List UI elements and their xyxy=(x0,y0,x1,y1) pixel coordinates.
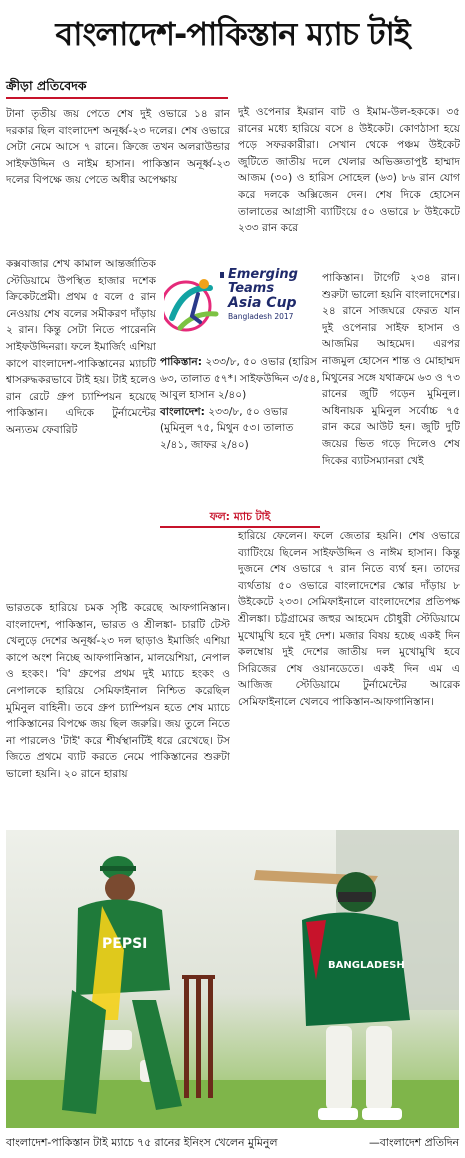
scorecard-team-name: পাকিস্তান: xyxy=(160,356,202,368)
tournament-logo xyxy=(160,258,322,350)
byline-divider xyxy=(6,97,228,99)
match-photo-illustration xyxy=(6,830,459,1128)
scorecard-pakistan xyxy=(160,354,320,404)
match-result: ফল: ম্যাচ টাই xyxy=(209,510,271,523)
scorecard-team-name: বাংলাদেশ: xyxy=(160,405,205,418)
result-divider xyxy=(160,526,320,528)
article-paragraph: টানা তৃতীয় জয় পেতে শেষ দুই ওভারে ১৪ রান দরকার ছিল বাংলাদেশ অনূর্ধ্ব-২৩ দলের। শেষ ওভারে সেটা নেমে আসে ৭ রানে। ক্রিজে তখন অলরাউন্ডার সাইফউদ্দিন ও নাইম হাসান। পাকিস্তান অনূর্ধ্ব-২৩ দলের বিপক্ষে জয় পেতে অধীর অপেক্ষায় xyxy=(6,108,230,187)
article-column-right-top xyxy=(238,104,460,270)
logo-line-emerging: Emerging xyxy=(228,267,298,282)
article-paragraph: পাকিস্তান। টার্গেট ২৩৪ রান। শুরুটা ভালো হয়নি বাংলাদেশের। ২৪ রানে সাজঘরে ফেরত যান দুই ওপেনার সাইফ হাসান ও আজমির আহমেদ। এরপর নাজমুল হোসেন শান্ত ও মোহাম্মদ মিথুনের সঙ্গে যথাক্রমে ৬৩ ও ৭৩ রানের জুটি গড়েন মুমিনুল। অধিনায়ক মুমিনুল সর্বোচ্চ ৭৫ রান করে আউট হন। জুটি দুটি জয়ের ভিত গড়ে দিলেও শেষ দিকের ব্যাটসম্যানরা খেই xyxy=(322,272,460,467)
scorecard-score: ২৩৩/৮, ৫০ ওভার (মুমিনুল ৭৫, মিথুন ৫৩। তালাত ২/৪১, জাফর ২/৪০) xyxy=(160,405,294,451)
article-paragraph: ভারতকে হারিয়ে চমক সৃষ্টি করেছে আফগানিস্তান। বাংলাদেশ, পাকিস্তান, ভারত ও শ্রীলঙ্কা- চারটি টেস্ট খেলুড়ে দেশের অনূর্ধ্ব-২৩ দল ছাড়াও ইমার্জিং এশিয়া কাপে অংশ নিচ্ছে আফগানিস্তান, মালয়েশিয়া, নেপাল ও হংকং। 'বি' গ্রুপের প্রথম দুই ম্যাচে হংকং ও নেপালকে হারিয়ে সেমিফাইনাল নিশ্চিত করেছিল মুমিনুল বাহিনী। তবে গ্রুপ চ্যাম্পিয়ন হতে শেষ ম্যাচে পাকিস্তানের বিপক্ষে জয় ছিল জরুরি। জয় তুলে নিতে না পারলেও 'টাই' করে শীর্ষস্থানটিই ধরে রেখেছে। টস জিতে প্রথমে ব্যাট করতে নেমে পাকিস্তানের শুরুটা ভালো হয়নি। ২০ রানে হারায় xyxy=(6,602,230,780)
article-column-left-top xyxy=(6,106,230,256)
article-paragraph: কক্সবাজার শেখ কামাল আন্তর্জাতিক স্টেডিয়ামে উপস্থিত হাজার দশেক ক্রিকেটপ্রেমী। প্রথম ৫ বলে ৫ রান নেওয়ায় শেষ বলের সমীকরণ দাঁড়ায় ২ রান। কিন্তু সেটা নিতে পারেননি সাইফউদ্দিনরা। ফলে ইমার্জিং এশিয়া কাপে বাংলাদেশ-পাকিস্তানের ম্যাচটি শ্বাসরুদ্ধকরভাবে টাই হয়। টাই হলেও রান রেটে গ্রুপ চ্যাম্পিয়ন হয়েছে পাকিস্তান। এদিকে টুর্নামেন্টের অন্যতম ফেবারিট xyxy=(6,258,156,436)
batting-pad-icon xyxy=(326,1026,352,1110)
jersey-text-pakistan: PEPSI xyxy=(102,936,148,952)
byline: ক্রীড়া প্রতিবেদক xyxy=(6,78,87,93)
cricket-player-logo-icon xyxy=(164,266,226,344)
scorecard-score: ২৩৩/৮, ৫০ ওভার (হারিস ৬৩, তালাত ৫৭*। সাইফউদ্দিন ৩/৫৪, আবুল হাসান ২/৪০) xyxy=(160,356,320,402)
article-paragraph: দুই ওপেনার ইমরান বাট ও ইমাম-উল-হককে। ৩৫ রানের মধ্যে হারিয়ে বসে ৪ উইকেট। কোণঠাসা হয়ে পড়ে সফরকারীরা। সেখান থেকে পঞ্চম উইকেট জুটিতে জাতীয় দলে খেলার অভিজ্ঞতাপুষ্ট হাম্মাদ আজম (৩০) ও হারিস সোহেল (৬৩) ৮৬ রান যোগ করে দলকে অক্সিজেন দেন। শেষ দিকে হোসেন তালাতের আগ্রাসী ব্যাটিংয়ে ৫০ ওভারে ৮ উইকেটে ২৩৩ রান করে xyxy=(238,106,460,235)
article-paragraph: হারিয়ে ফেলেন। ফলে জেতার হয়নি। শেষ ওভারে ব্যাটিংয়ে ছিলেন সাইফউদ্দিন ও নাঈম হাসান। কিন্তু দুজনে শেষ ওভারে ৭ রান নিতে ব্যর্থ হন। তাদের ব্যর্থতায় ৫০ ওভারে বাংলাদেশের স্কোর দাঁড়ায় ৮ উইকেটে ২৩৩। সেমিফাইনালে বাংলাদেশের প্রতিপক্ষ শ্রীলঙ্কা। চট্টগ্রামের জহুর আহমেদ চৌধুরী স্টেডিয়ামে মুখোমুখি হবে দুই দেশ। মজার বিষয় হচ্ছে একই দিন কলম্বোয় দুই দেশের জাতীয় দল মুখোমুখি হবে সিরিজের শেষ ওয়ানডেতে। একই দিন এম এ আজিজ স্টেডিয়ামে টুর্নামেন্টের আরেক সেমিফাইনালে খেলবে পাকিস্তান-আফগানিস্তান। xyxy=(238,530,460,708)
caption-credit: —বাংলাদেশ প্রতিদিন xyxy=(368,1136,459,1149)
photo-caption xyxy=(6,1134,459,1153)
batting-pad-icon xyxy=(366,1026,392,1110)
article-column-right-bottom xyxy=(238,528,460,848)
logo-line-asia-cup: Asia Cup xyxy=(228,295,297,311)
jersey-text-bangladesh: BANGLADESH xyxy=(328,960,405,971)
article-column-left-bottom xyxy=(6,600,230,828)
caption-text: বাংলাদেশ-পাকিস্তান টাই ম্যাচে ৭৫ রানের ইনিংস খেলেন মুমিনুল xyxy=(6,1136,278,1149)
scorecard xyxy=(160,354,320,454)
article-column-left-middle xyxy=(6,256,156,600)
wicket-stumps xyxy=(182,975,215,1098)
scorecard-bangladesh xyxy=(160,404,320,454)
match-photo xyxy=(6,830,459,1128)
logo-line-host: Bangladesh 2017 xyxy=(228,312,294,321)
page-title: বাংলাদেশ-পাকিস্তান ম্যাচ টাই xyxy=(55,15,410,53)
logo-line-teams: Teams xyxy=(228,281,275,296)
tournament-logo-text xyxy=(228,268,322,321)
article-column-right-middle xyxy=(322,270,460,526)
